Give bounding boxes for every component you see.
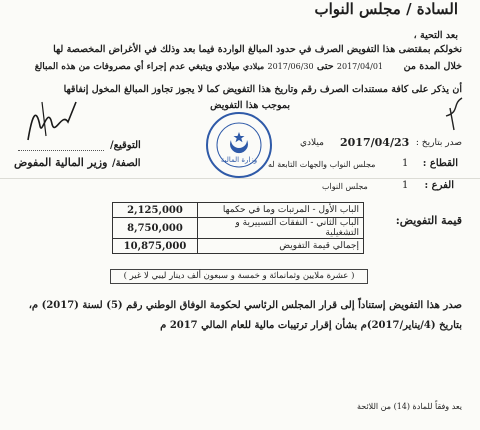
issued-suffix: ميلادي [300, 138, 324, 148]
legal-basis-line-2: بتاريخ (4/يناير/2017)م بشأن إقرار ترتيبات مالية للعام المالي 2017 م [160, 320, 462, 331]
issued-date: 2017/04/23 [340, 136, 410, 149]
branch-name: مجلس النواب [322, 182, 368, 191]
branch-label: الفرع : [424, 180, 454, 191]
title-label: الصفة/ [112, 158, 141, 169]
period-from-label: خلال المدة من [403, 61, 462, 72]
greeting: بعد التحية ، [413, 30, 458, 41]
amount-cell: 10,875,000 [113, 239, 198, 254]
period-condition: ميلادي ويتبغي عدم إجراء أي مصروفات من هذه المبالغ [34, 62, 240, 72]
period-from-date: 2017/04/01 [336, 62, 383, 71]
amount-in-words: ( عشرة ملايين وثمانمائة و خمسة و سبعون ألف دينار ليبي لا غير ) [110, 269, 368, 284]
sector-label: القطاع : [422, 158, 458, 169]
table-row [113, 239, 364, 254]
period-to-label: حتى [316, 61, 334, 72]
signature-line [18, 150, 104, 151]
body-line-2 [18, 60, 462, 73]
handwritten-initial [432, 94, 468, 134]
description-cell: الباب الثاني - النفقات التسييرية و التشغيلية [198, 218, 364, 239]
title-value: وزير المالية المفوض [14, 156, 108, 169]
body-line-4: بموجب هذا التفويض [210, 100, 290, 111]
ministry-seal [204, 110, 274, 180]
amount-cell: 2,125,000 [113, 203, 198, 218]
paper-fold [0, 178, 480, 179]
addressee-title: السادة / مجلس النواب [314, 0, 458, 18]
table-row [113, 218, 364, 239]
signature-label: التوقيع/ [110, 140, 141, 151]
body-line-1: نخولكم بمقتضى هذا التفويض الصرف في حدود المبالغ الواردة فيما بعد وذلك في الأغراض المخصصة لها [53, 44, 462, 55]
handwritten-signature [22, 96, 82, 146]
amount-cell: 8,750,000 [113, 218, 198, 239]
issued-label: صدر بتاريخ : [415, 138, 462, 148]
description-cell: إجمالي قيمة التفويض [198, 239, 364, 254]
authorization-value-label: قيمة التفويض: [395, 214, 462, 227]
table-row [113, 203, 364, 218]
body-line-3: أن يذكر على كافة مستندات الصرف رقم وتاريخ هذا التفويض كما لا يجوز تجاوز المبالغ المخول إنفاقها [63, 84, 462, 95]
bottom-note: يعد وفقاً للمادة (14) من اللائحة [357, 402, 462, 411]
seal-text: وزارة المالية [220, 156, 258, 164]
legal-basis-line-1: صدر هذا التفويض إستناداً إلى قرار المجلس الرئاسي لحكومة الوفاق الوطني رقم (5) لسنة (2017) م، [28, 300, 462, 311]
sector-name: مجلس النواب والجهات التابعة له [268, 160, 376, 169]
sector-number: 1 [402, 158, 409, 169]
description-cell: الباب الأول - المرتبات وما في حكمها [198, 203, 364, 218]
period-suffix: ميلادي [242, 61, 265, 71]
branch-number: 1 [402, 180, 409, 191]
period-to-date: 2017/06/30 [267, 62, 314, 71]
amounts-table [112, 202, 364, 254]
